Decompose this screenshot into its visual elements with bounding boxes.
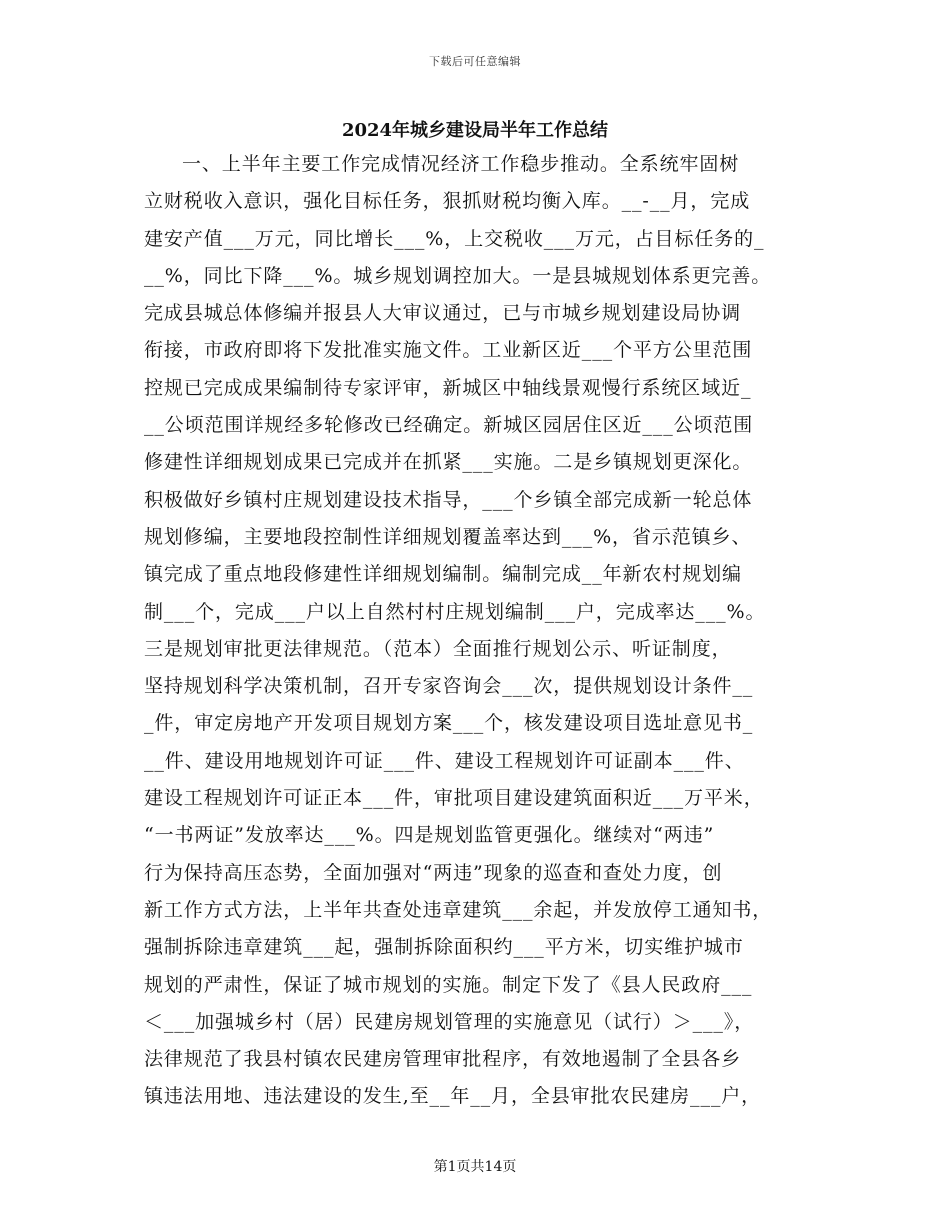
body-line: 镇完成了重点地段修建性详细规划编制。编制完成__年新农村规划编	[144, 563, 742, 586]
body-line: _件，审定房地产开发项目规划方案___个，核发建设项目选址意见书_	[144, 712, 754, 735]
body-line: 建设工程规划许可证正本___件，审批项目建设建筑面积近___万平米，	[144, 787, 764, 810]
body-line: 新工作方式方法，上半年共查处违章建筑___余起，并发放停工通知书，	[144, 898, 773, 921]
body-line: 行为保持高压态势，全面加强对“两违”现象的巡查和查处力度，创	[144, 861, 723, 884]
body-line: 制___个，完成___户以上自然村村庄规划编制___户，完成率达___%。	[144, 600, 766, 623]
body-line: 强制拆除违章建筑___起，强制拆除面积约___平方米，切实维护城市	[144, 936, 744, 959]
body-line: ＜___加强城乡村（居）民建房规划管理的实施意见（试行）＞___》，	[144, 1010, 755, 1033]
body-line: __公顷范围详规经多轮修改已经确定。新城区园居住区近___公顷范围	[144, 414, 754, 437]
body-line: “一书两证”发放率达___%。四是规划监管更强化。继续对“两违”	[144, 824, 715, 847]
body-line: __件、建设用地规划许可证___件、建设工程规划许可证副本___件、	[144, 749, 745, 772]
document-body	[144, 146, 814, 1116]
body-line: 规划的严肃性，保证了城市规划的实施。制定下发了《县人民政府___	[144, 973, 753, 996]
page-number: 第1页共14页	[433, 1159, 517, 1175]
body-line: 三是规划审批更法律规范。（范本）全面推行规划公示、听证制度，	[144, 637, 732, 660]
body-line: 控规已完成成果编制待专家评审，新城区中轴线景观慢行系统区域近_	[144, 376, 752, 399]
body-line: 镇违法用地、违法建设的发生,至__年__月，全县审批农民建房___户，	[144, 1085, 762, 1108]
body-line: 立财税收入意识，强化目标任务，狠抓财税均衡入库。__-__月，完成	[144, 190, 751, 213]
body-line: 衔接，市政府即将下发批准实施文件。工业新区近___个平方公里范围	[144, 339, 753, 362]
body-line: 修建性详细规划成果已完成并在抓紧___实施。二是乡镇规划更深化。	[144, 451, 753, 474]
document-title: 2024年城乡建设局半年工作总结	[341, 120, 609, 141]
body-line: 规划修编，主要地段控制性详细规划覆盖率达到___%，省示范镇乡、	[144, 525, 752, 548]
body-line: 建安产值___万元，同比增长___%，上交税收___万元，占目标任务的_	[144, 227, 765, 250]
body-line: 完成县城总体修编并报县人大审议通过，已与市城乡规划建设局协调	[144, 302, 742, 325]
body-line: 坚持规划科学决策机制，召开专家咨询会___次，提供规划设计条件__	[144, 675, 754, 698]
body-line: 一、上半年主要工作完成情况经济工作稳步推动。全系统牢固树	[182, 153, 740, 175]
download-note: 下载后可任意编辑	[429, 55, 521, 68]
body-line: 积极做好乡镇村庄规划建设技术指导，___个乡镇全部完成新一轮总体	[144, 488, 753, 511]
body-line: __%，同比下降___%。城乡规划调控加大。一是县城规划体系更完善。	[144, 264, 772, 287]
body-line: 法律规范了我县村镇农民建房管理审批程序，有效地遏制了全县各乡	[144, 1048, 742, 1071]
